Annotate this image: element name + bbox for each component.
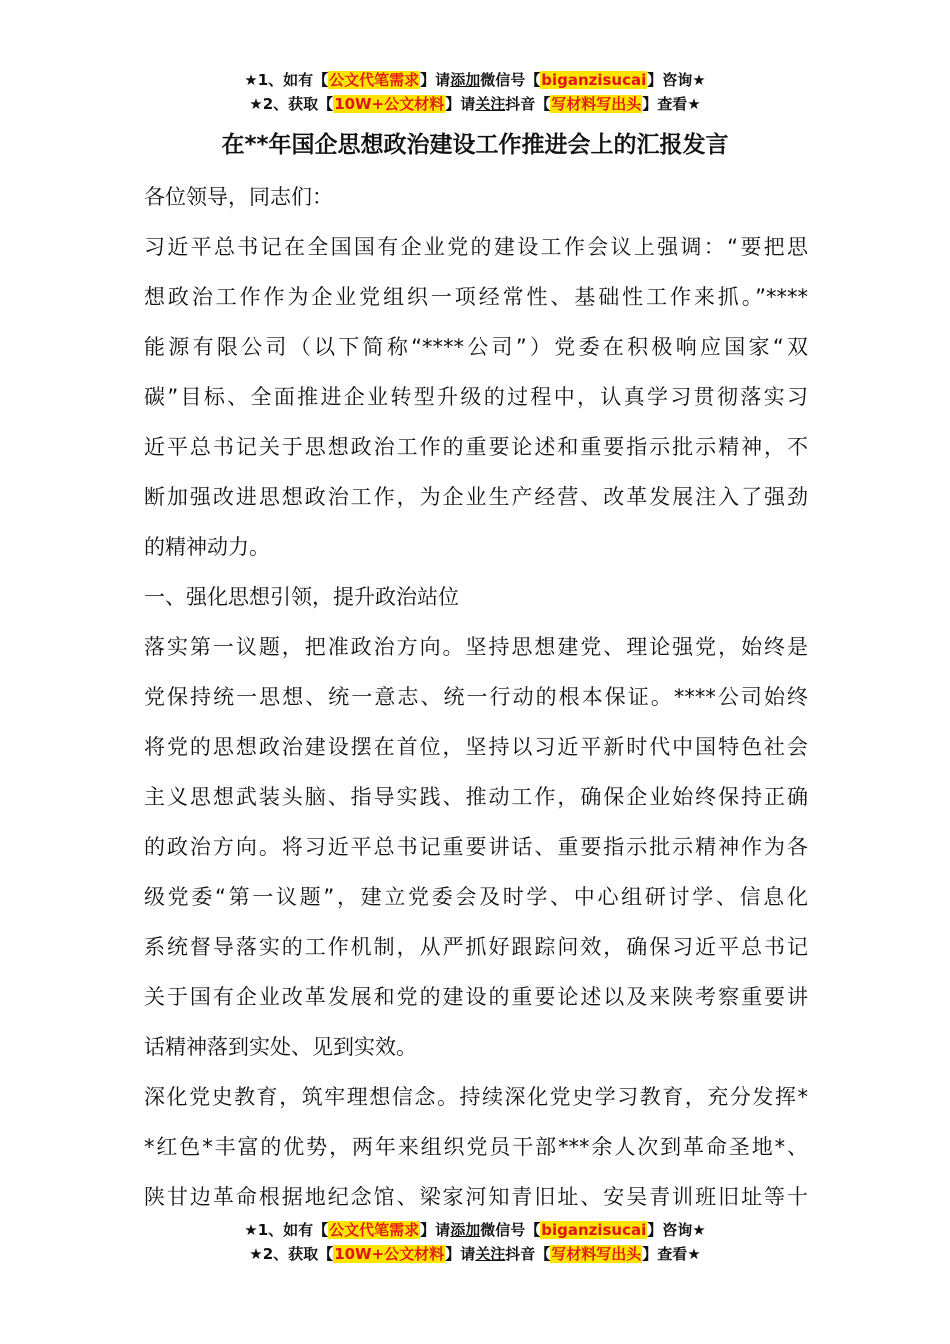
text-line: 话精神落到实处、见到实效。 xyxy=(144,1035,417,1059)
salutation: 各位领导，同志们： xyxy=(144,185,333,209)
banner-text: ★2、获取【 xyxy=(249,1245,334,1263)
banner-text: 微信号【 xyxy=(480,1221,541,1239)
text-line: 断加强改进思想政治工作，为企业生产经营、改革发展注入了强劲 xyxy=(144,485,808,509)
banner-text: 】请 xyxy=(445,1245,476,1263)
banner-text: ★1、如有【 xyxy=(244,71,329,89)
banner-text: ★1、如有【 xyxy=(244,1221,329,1239)
text-line: 的政治方向。将习近平总书记重要讲话、重要指示批示精神作为各 xyxy=(144,835,808,859)
banner-text: ★2、获取【 xyxy=(249,95,334,113)
banner-line-2 xyxy=(0,92,950,116)
text-line: *红色*丰富的优势，两年来组织党员干部***余人次到革命圣地*、 xyxy=(144,1135,808,1159)
footer-banner xyxy=(0,1218,950,1266)
text-line: 能源有限公司（以下简称“****公司”）党委在积极响应国家“双 xyxy=(144,335,808,359)
text-line: 党保持统一思想、统一意志、统一行动的根本保证。****公司始终 xyxy=(144,685,808,709)
text-line: 深化党史教育，筑牢理想信念。持续深化党史学习教育，充分发挥* xyxy=(144,1085,808,1109)
document-body xyxy=(144,172,808,1222)
document-title: 在**年国企思想政治建设工作推进会上的汇报发言 xyxy=(221,132,729,158)
text-line: 系统督导落实的工作机制，从严抓好跟踪问效，确保习近平总书记 xyxy=(144,935,808,959)
banner-highlight-wechat: biganzisucai xyxy=(541,1221,647,1239)
banner-text: 】请 xyxy=(420,71,451,89)
text-line: 想政治工作作为企业党组织一项经常性、基础性工作来抓。”**** xyxy=(144,285,808,309)
banner-highlight-wechat: biganzisucai xyxy=(541,71,647,89)
banner-text: 抖音【 xyxy=(505,1245,551,1263)
banner-underline: 关注 xyxy=(475,1245,506,1263)
text-line: 习近平总书记在全国国有企业党的建设工作会议上强调：“要把思 xyxy=(144,235,808,259)
banner-text: 】请 xyxy=(445,95,476,113)
text-line: 主义思想武装头脑、指导实践、推动工作，确保企业始终保持正确 xyxy=(144,785,808,809)
banner-line-1 xyxy=(0,1218,950,1242)
banner-text: 】查看★ xyxy=(642,1245,701,1263)
banner-underline: 关注 xyxy=(475,95,506,113)
banner-text: 】咨询★ xyxy=(647,1221,706,1239)
header-banner xyxy=(0,68,950,116)
banner-highlight: 10W+公文材料 xyxy=(334,1245,445,1263)
banner-text: 抖音【 xyxy=(505,95,551,113)
text-line: 关于国有企业改革发展和党的建设的重要论述以及来陕考察重要讲 xyxy=(144,985,808,1009)
banner-highlight: 公文代笔需求 xyxy=(329,71,420,89)
banner-underline: 添加 xyxy=(450,1221,481,1239)
text-line: 陕甘边革命根据地纪念馆、梁家河知青旧址、安吴青训班旧址等十 xyxy=(144,1185,808,1209)
text-line: 级党委“第一议题”，建立党委会及时学、中心组研讨学、信息化 xyxy=(144,885,808,909)
text-line: 碳”目标、全面推进企业转型升级的过程中，认真学习贯彻落实习 xyxy=(144,385,808,409)
section-heading: 一、强化思想引领，提升政治站位 xyxy=(144,585,459,609)
banner-highlight-douyin: 写材料写出头 xyxy=(551,95,642,113)
banner-highlight-douyin: 写材料写出头 xyxy=(551,1245,642,1263)
banner-text: 】请 xyxy=(420,1221,451,1239)
banner-text: 】咨询★ xyxy=(647,71,706,89)
banner-line-1 xyxy=(0,68,950,92)
text-line: 的精神动力。 xyxy=(144,535,270,559)
banner-line-2 xyxy=(0,1242,950,1266)
text-line: 将党的思想政治建设摆在首位，坚持以习近平新时代中国特色社会 xyxy=(144,735,808,759)
text-line: 落实第一议题，把准政治方向。坚持思想建党、理论强党，始终是 xyxy=(144,635,808,659)
banner-highlight: 公文代笔需求 xyxy=(329,1221,420,1239)
text-line: 近平总书记关于思想政治工作的重要论述和重要指示批示精神，不 xyxy=(144,435,808,459)
banner-text: 】查看★ xyxy=(642,95,701,113)
banner-highlight: 10W+公文材料 xyxy=(334,95,445,113)
banner-underline: 添加 xyxy=(450,71,481,89)
banner-text: 微信号【 xyxy=(480,71,541,89)
